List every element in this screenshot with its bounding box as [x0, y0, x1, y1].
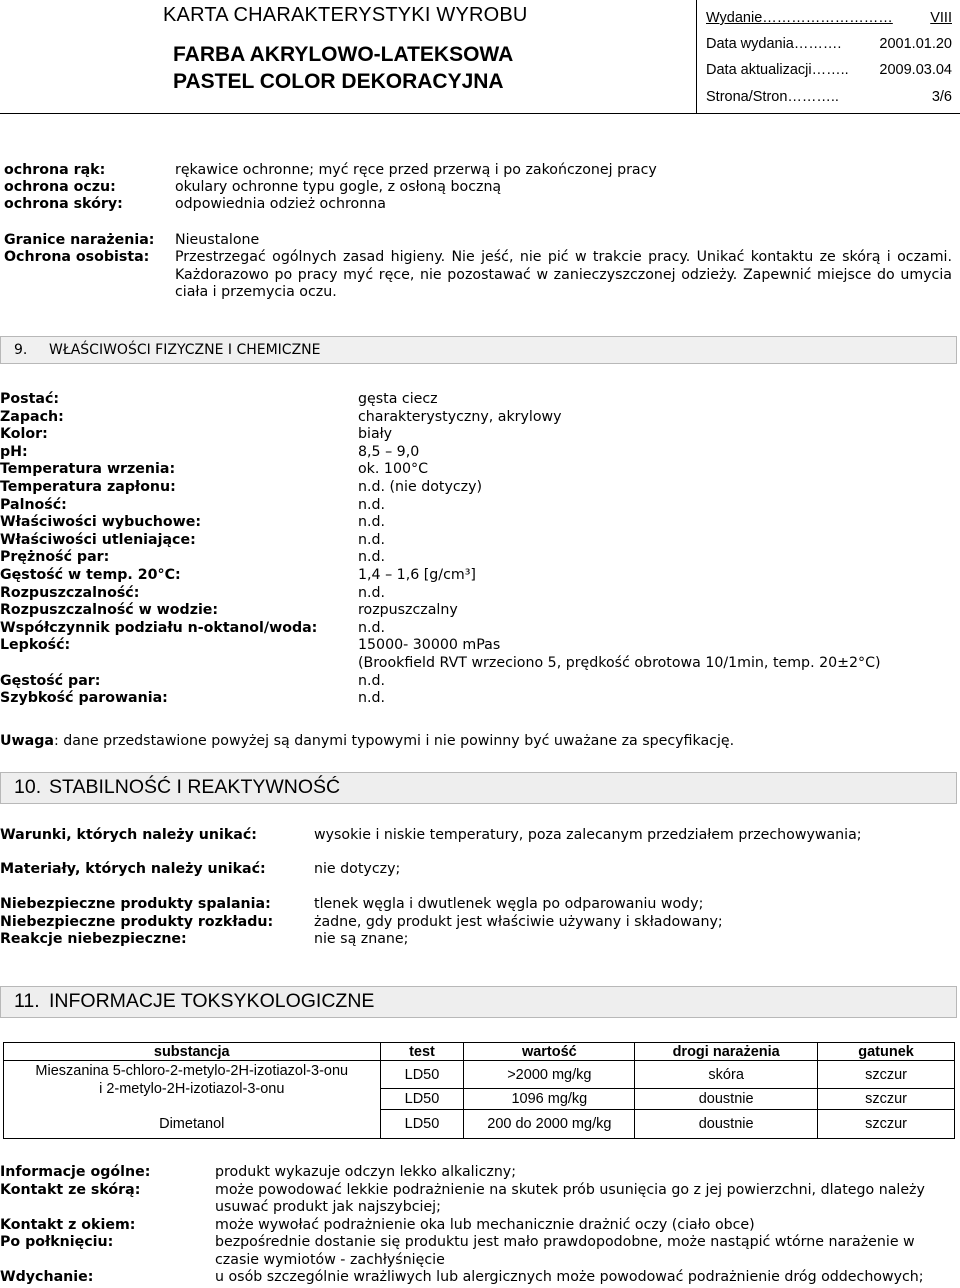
- property-label: Współczynnik podziału n-oktanol/woda:: [0, 619, 318, 636]
- property-label: Właściwości utleniające:: [0, 531, 196, 548]
- personal-protection-label: Ochrona osobista:: [4, 249, 150, 265]
- property-value: n.d.: [358, 584, 386, 601]
- product-name-line1: FARBA AKRYLOWO-LATEKSOWA: [173, 43, 514, 66]
- property-value: n.d.: [358, 619, 386, 636]
- property-value: 8,5 – 9,0: [358, 443, 420, 460]
- meta-issue-date-value: 2001.01.20: [879, 36, 952, 52]
- column-header-species: gatunek: [818, 1043, 955, 1061]
- property-label: Temperatura wrzenia:: [0, 461, 176, 478]
- document-type-title: KARTA CHARAKTERYSTYKI WYROBU: [163, 4, 528, 26]
- property-label: Gęstość w temp. 20°C:: [0, 567, 181, 583]
- note: [0, 733, 734, 749]
- property-value: n.d. (nie dotyczy): [358, 479, 483, 495]
- test-cell: LD50: [380, 1061, 464, 1089]
- column-header-route: drogi narażenia: [635, 1043, 818, 1061]
- conditions-to-avoid-value: wysokie i niskie temperatury, poza zalecanym przedziałem przechowywania;: [314, 827, 862, 843]
- conditions-to-avoid-label: Warunki, których należy unikać:: [0, 827, 257, 843]
- substance-cell: Dimetanol: [4, 1110, 381, 1139]
- property-value: charakterystyczny, akrylowy: [358, 408, 562, 425]
- skin-contact-text-line2: usuwać produkt jak najszybciej;: [215, 1199, 441, 1215]
- eye-protection-label: ochrona oczu:: [4, 179, 116, 195]
- note-text: : dane przedstawione powyżej są danymi typowymi i nie powinny być uważane za specyfikację.: [53, 733, 735, 749]
- section-11-header: [0, 986, 957, 1018]
- value-cell: >2000 mg/kg: [464, 1061, 635, 1089]
- meta-update-date-value: 2009.03.04: [879, 62, 952, 78]
- test-cell: LD50: [380, 1089, 464, 1110]
- species-cell: szczur: [818, 1110, 955, 1139]
- decomposition-products-value: żadne, gdy produkt jest właściwie używany i składowany;: [314, 914, 723, 930]
- meta-issue-date-label: Data wydania……….: [706, 36, 842, 52]
- eye-protection-value: okulary ochronne typu gogle, z osłoną boczną: [175, 179, 502, 195]
- materials-to-avoid-value: nie dotyczy;: [314, 861, 401, 877]
- substance-name-line2: i 2-metylo-2H-izotiazol-3-onu: [99, 1081, 285, 1097]
- column-header-value: wartość: [464, 1043, 635, 1061]
- combustion-products-label: Niebezpieczne produkty spalania:: [0, 896, 271, 912]
- column-header-test: test: [380, 1043, 464, 1061]
- property-value: biały: [358, 426, 393, 443]
- exposure-limits-value: Nieustalone: [175, 232, 260, 248]
- property-label: Palność:: [0, 496, 67, 513]
- section-11-title: INFORMACJE TOKSYKOLOGICZNE: [49, 990, 375, 1012]
- combustion-products-value: tlenek węgla i dwutlenek węgla po odparowaniu wody;: [314, 896, 704, 912]
- test-cell: LD50: [380, 1110, 464, 1139]
- decomposition-products-label: Niebezpieczne produkty rozkładu:: [0, 914, 274, 930]
- inhalation-label: Wdychanie:: [0, 1269, 94, 1285]
- property-label: Kolor:: [0, 426, 48, 443]
- property-label: Temperatura zapłonu:: [0, 479, 176, 495]
- meta-update-date-label: Data aktualizacji……..: [706, 62, 849, 78]
- personal-protection-text: Przestrzegać ogólnych zasad higieny. Nie jeść, nie pić w trakcie pracy. Unikać kontaktu ze skórą i oczami. Każdorazowo po pracy myć ręce, nie pozostawać w zanieczyszczonej odzieży. Zapewnić miejsce do umycia ciała i przemycia oczu.: [175, 249, 952, 300]
- meta-page-label: Strona/Stron………..: [706, 89, 839, 105]
- section-10-number: 10.: [14, 776, 42, 798]
- ingestion-label: Po połknięciu:: [0, 1234, 114, 1250]
- column-header-substance: substancja: [4, 1043, 381, 1061]
- skin-protection-label: ochrona skóry:: [4, 196, 123, 212]
- route-cell: skóra: [635, 1061, 818, 1089]
- header-rule: [0, 113, 960, 114]
- eye-contact-label: Kontakt z okiem:: [0, 1217, 136, 1233]
- general-info-label: Informacje ogólne:: [0, 1164, 151, 1180]
- property-label: Rozpuszczalność:: [0, 584, 140, 601]
- ingestion-text-line2: czasie wymiotów - zachłyśnięcie: [215, 1252, 445, 1268]
- property-value: n.d.: [358, 690, 386, 707]
- hand-protection-value: rękawice ochronne; myć ręce przed przerwą i po zakończonej pracy: [175, 162, 657, 178]
- property-label: Prężność par:: [0, 549, 110, 566]
- property-label: pH:: [0, 443, 28, 460]
- table-header-row: [4, 1043, 955, 1061]
- general-info-text: produkt wykazuje odczyn lekko alkaliczny;: [215, 1164, 516, 1180]
- section-10-title: STABILNOŚĆ I REAKTYWNOŚĆ: [49, 776, 341, 798]
- property-label: Lepkość:: [0, 637, 71, 654]
- property-value: n.d.: [358, 496, 386, 513]
- table-row: [4, 1110, 955, 1139]
- inhalation-text: u osób szczególnie wrażliwych lub alergicznych może powodować podrażnienie dróg oddechowych;: [215, 1269, 924, 1285]
- document-header: [0, 0, 960, 113]
- exposure-limits-label: Granice narażenia:: [4, 232, 155, 248]
- hazardous-reactions-label: Reakcje niebezpieczne:: [0, 931, 187, 947]
- meta-edition-label: Wydanie………………………: [706, 10, 893, 26]
- section-11-number: 11.: [14, 990, 40, 1012]
- section-9-number: 9.: [14, 342, 28, 358]
- property-value: n.d.: [358, 531, 386, 548]
- section-9-title: WŁAŚCIWOŚCI FIZYCZNE I CHEMICZNE: [49, 342, 321, 358]
- materials-to-avoid-label: Materiały, których należy unikać:: [0, 861, 266, 877]
- meta-page-value: 3/6: [931, 89, 952, 105]
- section-9-header: [0, 336, 957, 364]
- hazardous-reactions-value: nie są znane;: [314, 931, 409, 947]
- skin-protection-value: odpowiednia odzież ochronna: [175, 196, 386, 212]
- product-name-line2: PASTEL COLOR DEKORACYJNA: [173, 70, 504, 93]
- route-cell: doustnie: [635, 1110, 818, 1139]
- note-label: Uwaga: [0, 733, 54, 749]
- property-label: Szybkość parowania:: [0, 690, 168, 707]
- substance-cell: [4, 1061, 381, 1110]
- property-value: gęsta ciecz: [358, 391, 438, 407]
- eye-contact-text: może wywołać podrażnienie oka lub mechanicznie drażnić oczy (ciało obce): [215, 1217, 755, 1233]
- property-value: n.d.: [358, 549, 386, 566]
- toxicology-table: [3, 1042, 955, 1139]
- species-cell: szczur: [818, 1089, 955, 1110]
- property-value: 1,4 – 1,6 [g/cm³]: [358, 567, 476, 583]
- property-value: n.d.: [358, 672, 386, 689]
- header-title-box: [0, 0, 697, 113]
- route-cell: doustnie: [635, 1089, 818, 1110]
- property-label: Rozpuszczalność w wodzie:: [0, 602, 219, 619]
- value-cell: 1096 mg/kg: [464, 1089, 635, 1110]
- property-label: Postać:: [0, 391, 60, 407]
- species-cell: szczur: [818, 1061, 955, 1089]
- property-value: (Brookfield RVT wrzeciono 5, prędkość obrotowa 10/1min, temp. 20±2°C): [358, 655, 881, 671]
- skin-contact-text-line1: może powodować lekkie podrażnienie na skutek prób usunięcia go z jej powierzchni, dlatego należy: [215, 1182, 925, 1198]
- hand-protection-label: ochrona rąk:: [4, 162, 106, 178]
- property-value: n.d.: [358, 514, 386, 531]
- value-cell: 200 do 2000 mg/kg: [464, 1110, 635, 1139]
- property-value: rozpuszczalny: [358, 602, 458, 619]
- meta-edition-value: VIII: [930, 10, 952, 26]
- property-label: Zapach:: [0, 408, 64, 425]
- property-label: Właściwości wybuchowe:: [0, 514, 201, 531]
- property-value: 15000- 30000 mPas: [358, 637, 501, 654]
- skin-contact-label: Kontakt ze skórą:: [0, 1182, 141, 1198]
- table-row: [4, 1061, 955, 1089]
- ingestion-text-line1: bezpośrednie dostanie się produktu jest mało prawdopodobne, może nastąpić wtórne narażenie w: [215, 1234, 915, 1250]
- section-10-header: [0, 772, 957, 804]
- property-value: ok. 100°C: [358, 461, 428, 478]
- property-label: Gęstość par:: [0, 672, 101, 689]
- substance-name-line1: Mieszanina 5-chloro-2-metylo-2H-izotiazol-3-onu: [35, 1063, 349, 1079]
